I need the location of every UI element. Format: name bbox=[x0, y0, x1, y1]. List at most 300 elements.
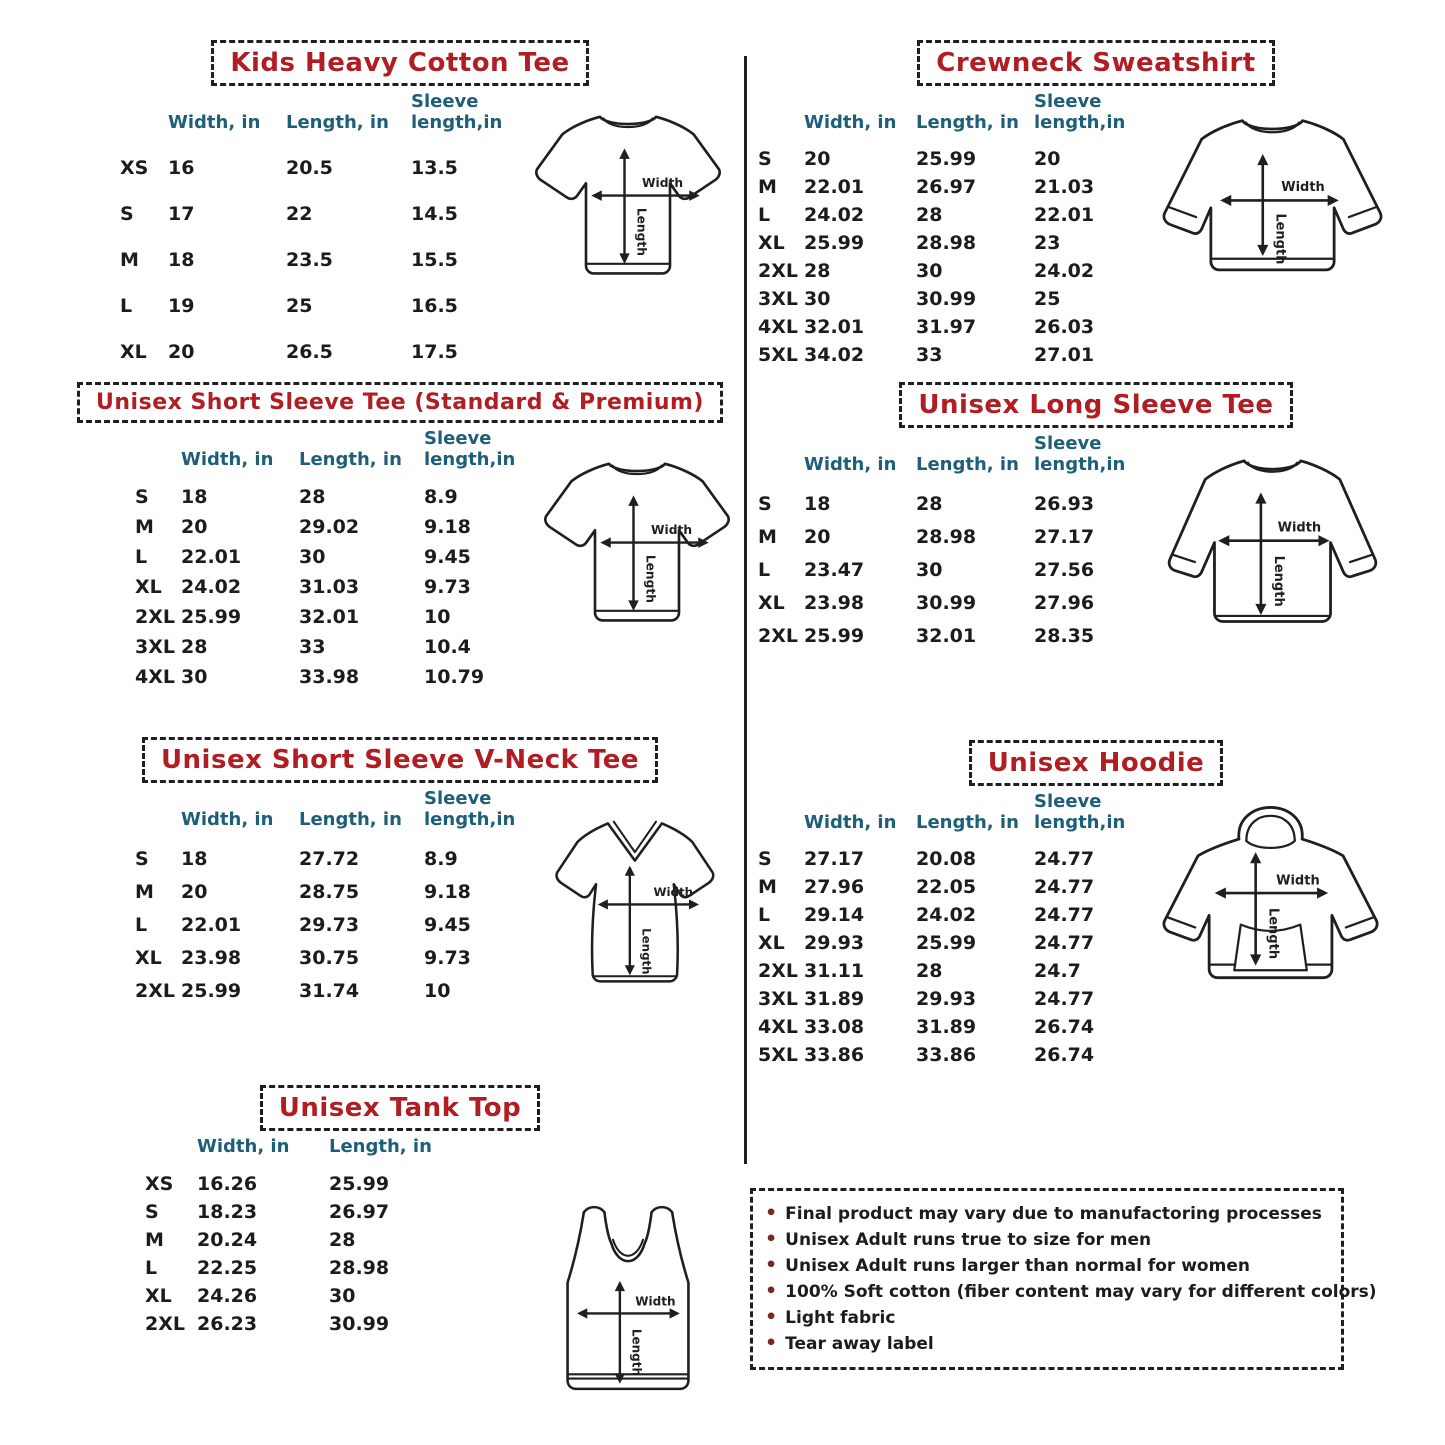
sleeve-cell: 21.03 bbox=[1034, 176, 1095, 199]
size-cell: 4XL bbox=[758, 1016, 798, 1039]
hood-inner-line bbox=[1246, 816, 1294, 841]
cuff-lines bbox=[1168, 207, 1377, 217]
header-row bbox=[145, 1137, 457, 1170]
length-cell: 25.99 bbox=[916, 932, 977, 955]
col-header-sleeve: Sleeve length,in bbox=[424, 788, 516, 830]
width-label: Width bbox=[1276, 873, 1320, 889]
table-row bbox=[758, 845, 1132, 873]
width-cell: 18 bbox=[804, 492, 831, 515]
length-arrow bbox=[628, 495, 639, 611]
table-row bbox=[145, 1198, 457, 1226]
note-text: 100% Soft cotton (fiber content may vary for different colors) bbox=[785, 1282, 1377, 1302]
table-row bbox=[135, 662, 528, 692]
hood-opening-line bbox=[1246, 841, 1294, 848]
table-row bbox=[758, 873, 1132, 901]
sleeve-cell: 9.18 bbox=[424, 516, 471, 539]
table-row bbox=[758, 1013, 1132, 1041]
length-cell: 24.02 bbox=[916, 904, 977, 927]
length-cell: 28 bbox=[916, 204, 943, 227]
width-cell: 19 bbox=[168, 295, 195, 318]
length-cell: 26.97 bbox=[329, 1200, 390, 1223]
length-label: Length bbox=[1265, 907, 1281, 960]
sleeve-cell: 9.45 bbox=[424, 913, 471, 936]
strap-tops bbox=[584, 1207, 672, 1212]
section-title: Crewneck Sweatshirt bbox=[917, 40, 1274, 86]
col-header-length: Length, in bbox=[916, 453, 1019, 475]
section-title: Unisex Tank Top bbox=[260, 1085, 541, 1131]
long-sleeve-illustration bbox=[1140, 446, 1405, 641]
width-cell: 20 bbox=[181, 880, 208, 903]
table-row bbox=[145, 1170, 457, 1198]
sleeve-cell: 9.18 bbox=[424, 880, 471, 903]
size-cell: 4XL bbox=[758, 316, 798, 339]
section-title: Unisex Short Sleeve Tee (Standard & Premium) bbox=[77, 382, 723, 423]
crewneck-size-table bbox=[758, 92, 1132, 369]
table-row bbox=[758, 173, 1132, 201]
table-row bbox=[135, 908, 528, 941]
header-row bbox=[135, 429, 528, 482]
note-text: Tear away label bbox=[785, 1334, 934, 1354]
length-label: Length bbox=[1270, 555, 1286, 607]
length-cell: 25.99 bbox=[329, 1172, 390, 1195]
hoodie-illustration bbox=[1146, 800, 1396, 1000]
sleeve-cell: 15.5 bbox=[411, 249, 458, 272]
table-row bbox=[135, 875, 528, 908]
length-cell: 22 bbox=[286, 203, 313, 226]
header-row bbox=[135, 789, 528, 842]
length-cell: 28 bbox=[916, 960, 943, 983]
size-cell: XL bbox=[758, 932, 785, 955]
table-row bbox=[758, 985, 1132, 1013]
table-row bbox=[145, 1254, 457, 1282]
note-text: Unisex Adult runs larger than normal for women bbox=[785, 1256, 1250, 1276]
length-label: Length bbox=[1272, 213, 1288, 265]
length-cell: 28 bbox=[916, 492, 943, 515]
sleeve-cell: 27.17 bbox=[1034, 525, 1095, 548]
size-cell: 2XL bbox=[758, 624, 798, 647]
size-cell: S bbox=[135, 847, 149, 870]
width-cell: 31.11 bbox=[804, 960, 865, 983]
sleeve-cell: 24.77 bbox=[1034, 988, 1095, 1011]
table-row bbox=[758, 929, 1132, 957]
garment-outline bbox=[1164, 121, 1381, 270]
width-cell: 16 bbox=[168, 157, 195, 180]
long-sleeve-size-table bbox=[758, 434, 1132, 652]
section-title: Unisex Long Sleeve Tee bbox=[899, 382, 1292, 428]
length-arrow bbox=[1250, 852, 1261, 965]
width-arrow bbox=[577, 1308, 680, 1318]
table-row bbox=[135, 512, 528, 542]
length-cell: 26.97 bbox=[916, 176, 977, 199]
length-cell: 30.99 bbox=[916, 591, 977, 614]
size-cell: 2XL bbox=[135, 606, 175, 629]
size-cell: XL bbox=[120, 341, 147, 364]
col-header-width: Width, in bbox=[181, 808, 274, 830]
sleeve-cell: 13.5 bbox=[411, 157, 458, 180]
width-cell: 16.26 bbox=[197, 1172, 258, 1195]
size-cell: L bbox=[758, 904, 771, 927]
width-cell: 20.24 bbox=[197, 1228, 258, 1251]
size-cell: S bbox=[758, 492, 772, 515]
col-header-sleeve: Sleeve length,in bbox=[1034, 791, 1126, 833]
size-cell: S bbox=[145, 1200, 159, 1223]
table-row bbox=[758, 619, 1132, 652]
length-cell: 32.01 bbox=[916, 624, 977, 647]
header-row bbox=[758, 434, 1132, 487]
size-cell: L bbox=[145, 1256, 158, 1279]
length-cell: 30.99 bbox=[329, 1312, 390, 1335]
sleeve-cell: 26.93 bbox=[1034, 492, 1095, 515]
table-row bbox=[758, 586, 1132, 619]
section-title: Unisex Hoodie bbox=[969, 740, 1224, 786]
length-cell: 29.02 bbox=[299, 516, 360, 539]
table-row bbox=[120, 283, 515, 329]
size-cell: XL bbox=[758, 232, 785, 255]
sleeve-cell: 9.73 bbox=[424, 576, 471, 599]
table-row bbox=[758, 201, 1132, 229]
width-cell: 33.86 bbox=[804, 1044, 865, 1067]
col-header-width: Width, in bbox=[804, 111, 897, 133]
table-row bbox=[758, 257, 1132, 285]
vneck-size-table bbox=[135, 789, 528, 1007]
length-cell: 28 bbox=[299, 486, 326, 509]
length-cell: 30.99 bbox=[916, 288, 977, 311]
width-cell: 22.01 bbox=[181, 546, 242, 569]
sleeve-cell: 26.03 bbox=[1034, 316, 1095, 339]
length-label: Length bbox=[629, 1328, 644, 1377]
table-row bbox=[120, 191, 515, 237]
length-arrow bbox=[1257, 154, 1268, 256]
length-cell: 28 bbox=[329, 1228, 356, 1251]
width-cell: 30 bbox=[181, 666, 208, 689]
width-cell: 20 bbox=[168, 341, 195, 364]
note-text: Light fabric bbox=[785, 1308, 896, 1328]
size-cell: M bbox=[758, 876, 777, 899]
length-cell: 28.98 bbox=[329, 1256, 390, 1279]
tank-top-title-box bbox=[55, 1085, 745, 1131]
size-cell: XL bbox=[135, 946, 162, 969]
table-row bbox=[145, 1226, 457, 1254]
hem-band-line bbox=[568, 1374, 689, 1378]
vneck-tee-illustration bbox=[542, 799, 732, 999]
col-header-sleeve: Sleeve length,in bbox=[1034, 433, 1126, 475]
width-cell: 20 bbox=[181, 516, 208, 539]
width-label: Width bbox=[651, 522, 693, 537]
size-cell: S bbox=[758, 148, 772, 171]
size-cell: M bbox=[758, 176, 777, 199]
section-hoodie bbox=[752, 740, 1440, 1069]
size-cell: 3XL bbox=[758, 288, 798, 311]
size-cell: M bbox=[120, 249, 139, 272]
width-cell: 34.02 bbox=[804, 344, 865, 367]
table-row bbox=[758, 1041, 1132, 1069]
width-cell: 27.17 bbox=[804, 848, 865, 871]
sleeve-cell: 8.9 bbox=[424, 486, 458, 509]
width-cell: 26.23 bbox=[197, 1312, 258, 1335]
width-cell: 25.99 bbox=[804, 624, 865, 647]
crewneck-title-box bbox=[752, 40, 1440, 86]
size-cell: 5XL bbox=[758, 344, 798, 367]
sleeve-cell: 24.02 bbox=[1034, 260, 1095, 283]
tank-top-illustration bbox=[553, 1195, 703, 1407]
sleeve-cell: 25 bbox=[1034, 288, 1061, 311]
table-row bbox=[120, 237, 515, 283]
sleeve-cell: 17.5 bbox=[411, 341, 458, 364]
table-row bbox=[135, 941, 528, 974]
size-cell: 2XL bbox=[135, 979, 175, 1002]
length-cell: 29.93 bbox=[916, 988, 977, 1011]
width-cell: 18 bbox=[181, 847, 208, 870]
length-label: Length bbox=[639, 928, 654, 975]
length-cell: 25 bbox=[286, 295, 313, 318]
section-short-sleeve-tee bbox=[55, 382, 745, 692]
kids-tee-title-box bbox=[55, 40, 745, 86]
length-cell: 30 bbox=[299, 546, 326, 569]
width-cell: 30 bbox=[804, 288, 831, 311]
table-row bbox=[758, 957, 1132, 985]
section-vneck-tee bbox=[55, 737, 745, 1007]
note-text: Final product may vary due to manufactoring processes bbox=[785, 1204, 1322, 1224]
header-row bbox=[120, 92, 515, 145]
col-header-width: Width, in bbox=[804, 453, 897, 475]
size-cell: L bbox=[135, 913, 148, 936]
section-title: Unisex Short Sleeve V-Neck Tee bbox=[142, 737, 658, 783]
table-row bbox=[135, 842, 528, 875]
length-cell: 30 bbox=[329, 1284, 356, 1307]
table-row bbox=[135, 572, 528, 602]
col-header-length: Length, in bbox=[329, 1136, 432, 1157]
size-cell: S bbox=[120, 203, 134, 226]
table-row bbox=[120, 329, 515, 375]
length-cell: 22.05 bbox=[916, 876, 977, 899]
section-kids-tee bbox=[55, 40, 745, 375]
header-row bbox=[758, 92, 1132, 145]
width-cell: 23.47 bbox=[804, 558, 865, 581]
width-label: Width bbox=[653, 885, 694, 900]
size-cell: 4XL bbox=[135, 666, 175, 689]
col-header-length: Length, in bbox=[299, 808, 402, 830]
sleeve-cell: 20 bbox=[1034, 148, 1061, 171]
length-cell: 31.03 bbox=[299, 576, 360, 599]
size-cell: S bbox=[135, 486, 149, 509]
size-cell: 2XL bbox=[758, 260, 798, 283]
section-long-sleeve-tee bbox=[752, 382, 1440, 652]
size-cell: L bbox=[758, 558, 771, 581]
width-cell: 25.99 bbox=[181, 606, 242, 629]
col-header-length: Length, in bbox=[286, 111, 389, 133]
width-cell: 32.01 bbox=[804, 316, 865, 339]
width-cell: 29.93 bbox=[804, 932, 865, 955]
table-row bbox=[758, 520, 1132, 553]
length-cell: 32.01 bbox=[299, 606, 360, 629]
col-header-width: Width, in bbox=[168, 111, 261, 133]
note-item bbox=[765, 1305, 1329, 1331]
size-cell: S bbox=[758, 848, 772, 871]
short-sleeve-size-table bbox=[135, 429, 528, 692]
table-row bbox=[135, 974, 528, 1007]
length-cell: 33.86 bbox=[916, 1044, 977, 1067]
length-arrow bbox=[625, 866, 635, 976]
width-cell: 25.99 bbox=[181, 979, 242, 1002]
table-row bbox=[135, 632, 528, 662]
width-cell: 20 bbox=[804, 525, 831, 548]
sleeve-cell: 28.35 bbox=[1034, 624, 1095, 647]
table-row bbox=[758, 341, 1132, 369]
tank-top-size-table bbox=[145, 1137, 457, 1338]
size-cell: M bbox=[145, 1228, 164, 1251]
size-cell: XL bbox=[758, 591, 785, 614]
length-cell: 33.98 bbox=[299, 666, 360, 689]
hoodie-title-box bbox=[752, 740, 1440, 786]
sleeve-cell: 10 bbox=[424, 979, 451, 1002]
note-text: Unisex Adult runs true to size for men bbox=[785, 1230, 1152, 1250]
size-cell: L bbox=[135, 546, 148, 569]
length-cell: 30 bbox=[916, 558, 943, 581]
width-cell: 29.14 bbox=[804, 904, 865, 927]
length-label: Length bbox=[643, 554, 658, 603]
width-arrow bbox=[1215, 887, 1328, 898]
kids-tee-size-table bbox=[120, 92, 515, 375]
sleeve-cell: 23 bbox=[1034, 232, 1061, 255]
col-header-sleeve: Sleeve length,in bbox=[1034, 91, 1126, 133]
width-arrow bbox=[1218, 535, 1329, 546]
sleeve-cell: 22.01 bbox=[1034, 204, 1095, 227]
width-cell: 18.23 bbox=[197, 1200, 258, 1223]
product-notes-box bbox=[750, 1188, 1377, 1370]
length-cell: 20.08 bbox=[916, 848, 977, 871]
length-cell: 27.72 bbox=[299, 847, 360, 870]
col-header-sleeve: Sleeve length,in bbox=[411, 91, 503, 133]
section-tank-top bbox=[55, 1085, 745, 1407]
sleeve-cell: 9.73 bbox=[424, 946, 471, 969]
length-cell: 20.5 bbox=[286, 157, 333, 180]
table-row bbox=[135, 482, 528, 512]
table-row bbox=[758, 901, 1132, 929]
sleeve-cell: 24.77 bbox=[1034, 876, 1095, 899]
width-label: Width bbox=[1277, 520, 1322, 536]
size-cell: 2XL bbox=[758, 960, 798, 983]
size-cell: L bbox=[758, 204, 771, 227]
width-cell: 24.26 bbox=[197, 1284, 258, 1307]
size-cell: 2XL bbox=[145, 1312, 185, 1335]
section-title: Kids Heavy Cotton Tee bbox=[211, 40, 588, 86]
table-row bbox=[145, 1282, 457, 1310]
length-cell: 28.98 bbox=[916, 232, 977, 255]
width-label: Width bbox=[1281, 180, 1325, 196]
col-header-width: Width, in bbox=[181, 448, 274, 470]
width-cell: 24.02 bbox=[804, 204, 865, 227]
size-cell: 5XL bbox=[758, 1044, 798, 1067]
sleeve-cell: 26.74 bbox=[1034, 1016, 1095, 1039]
sleeve-cell: 26.74 bbox=[1034, 1044, 1095, 1067]
size-cell: 3XL bbox=[758, 988, 798, 1011]
hood-outline bbox=[1239, 807, 1303, 839]
length-cell: 30 bbox=[916, 260, 943, 283]
sleeve-cell: 14.5 bbox=[411, 203, 458, 226]
length-cell: 26.5 bbox=[286, 341, 333, 364]
width-label: Width bbox=[642, 175, 684, 190]
width-cell: 22.01 bbox=[181, 913, 242, 936]
sleeve-cell: 10 bbox=[424, 606, 451, 629]
size-cell: XL bbox=[135, 576, 162, 599]
length-cell: 25.99 bbox=[916, 148, 977, 171]
sleeve-cell: 10.4 bbox=[424, 636, 471, 659]
note-item bbox=[765, 1201, 1329, 1227]
col-header-sleeve: Sleeve length,in bbox=[424, 428, 516, 470]
sleeve-cell: 27.01 bbox=[1034, 344, 1095, 367]
length-cell: 33 bbox=[299, 636, 326, 659]
table-row bbox=[135, 542, 528, 572]
size-cell: XL bbox=[145, 1284, 172, 1307]
crewneck-illustration bbox=[1140, 104, 1405, 294]
table-row bbox=[758, 285, 1132, 313]
table-row bbox=[758, 313, 1132, 341]
table-row bbox=[758, 229, 1132, 257]
width-cell: 25.99 bbox=[804, 232, 865, 255]
vneck-trim-line bbox=[614, 822, 656, 852]
sleeve-cell: 8.9 bbox=[424, 847, 458, 870]
sleeve-cell: 24.7 bbox=[1034, 960, 1081, 983]
short-sleeve-title-box bbox=[55, 382, 745, 423]
col-header-width: Width, in bbox=[804, 811, 897, 833]
unisex-tee-illustration bbox=[532, 447, 742, 632]
hoodie-size-table bbox=[758, 792, 1132, 1069]
section-crewneck bbox=[752, 40, 1440, 369]
size-cell: M bbox=[135, 880, 154, 903]
table-row bbox=[135, 602, 528, 632]
width-cell: 24.02 bbox=[181, 576, 242, 599]
neck-trim-line bbox=[613, 1240, 643, 1256]
width-arrow bbox=[1220, 195, 1339, 206]
strap-inner-edges bbox=[604, 1212, 651, 1243]
table-row bbox=[758, 145, 1132, 173]
table-row bbox=[145, 1310, 457, 1338]
sleeve-cell: 10.79 bbox=[424, 666, 485, 689]
width-cell: 18 bbox=[168, 249, 195, 272]
length-cell: 33 bbox=[916, 344, 943, 367]
table-row bbox=[120, 145, 515, 191]
size-cell: M bbox=[758, 525, 777, 548]
sleeve-cell: 24.77 bbox=[1034, 848, 1095, 871]
header-row bbox=[758, 792, 1132, 845]
sleeve-cell: 27.56 bbox=[1034, 558, 1095, 581]
width-cell: 23.98 bbox=[181, 946, 242, 969]
width-cell: 31.89 bbox=[804, 988, 865, 1011]
note-item bbox=[765, 1253, 1329, 1279]
width-cell: 22.01 bbox=[804, 176, 865, 199]
long-sleeve-title-box bbox=[752, 382, 1440, 428]
note-item bbox=[765, 1279, 1377, 1305]
width-cell: 18 bbox=[181, 486, 208, 509]
table-row bbox=[758, 553, 1132, 586]
sleeve-cell: 27.96 bbox=[1034, 591, 1095, 614]
sleeve-cell: 24.77 bbox=[1034, 932, 1095, 955]
length-cell: 28.75 bbox=[299, 880, 360, 903]
width-cell: 28 bbox=[181, 636, 208, 659]
width-cell: 28 bbox=[804, 260, 831, 283]
length-cell: 31.89 bbox=[916, 1016, 977, 1039]
length-arrow bbox=[619, 148, 630, 264]
length-cell: 29.73 bbox=[299, 913, 360, 936]
sleeve-cell: 24.77 bbox=[1034, 904, 1095, 927]
col-header-length: Length, in bbox=[916, 811, 1019, 833]
table-row bbox=[758, 487, 1132, 520]
kids-tee-illustration bbox=[523, 100, 733, 285]
length-arrow bbox=[615, 1281, 625, 1384]
size-cell: XS bbox=[120, 157, 149, 180]
vneck-title-box bbox=[55, 737, 745, 783]
width-cell: 17 bbox=[168, 203, 195, 226]
